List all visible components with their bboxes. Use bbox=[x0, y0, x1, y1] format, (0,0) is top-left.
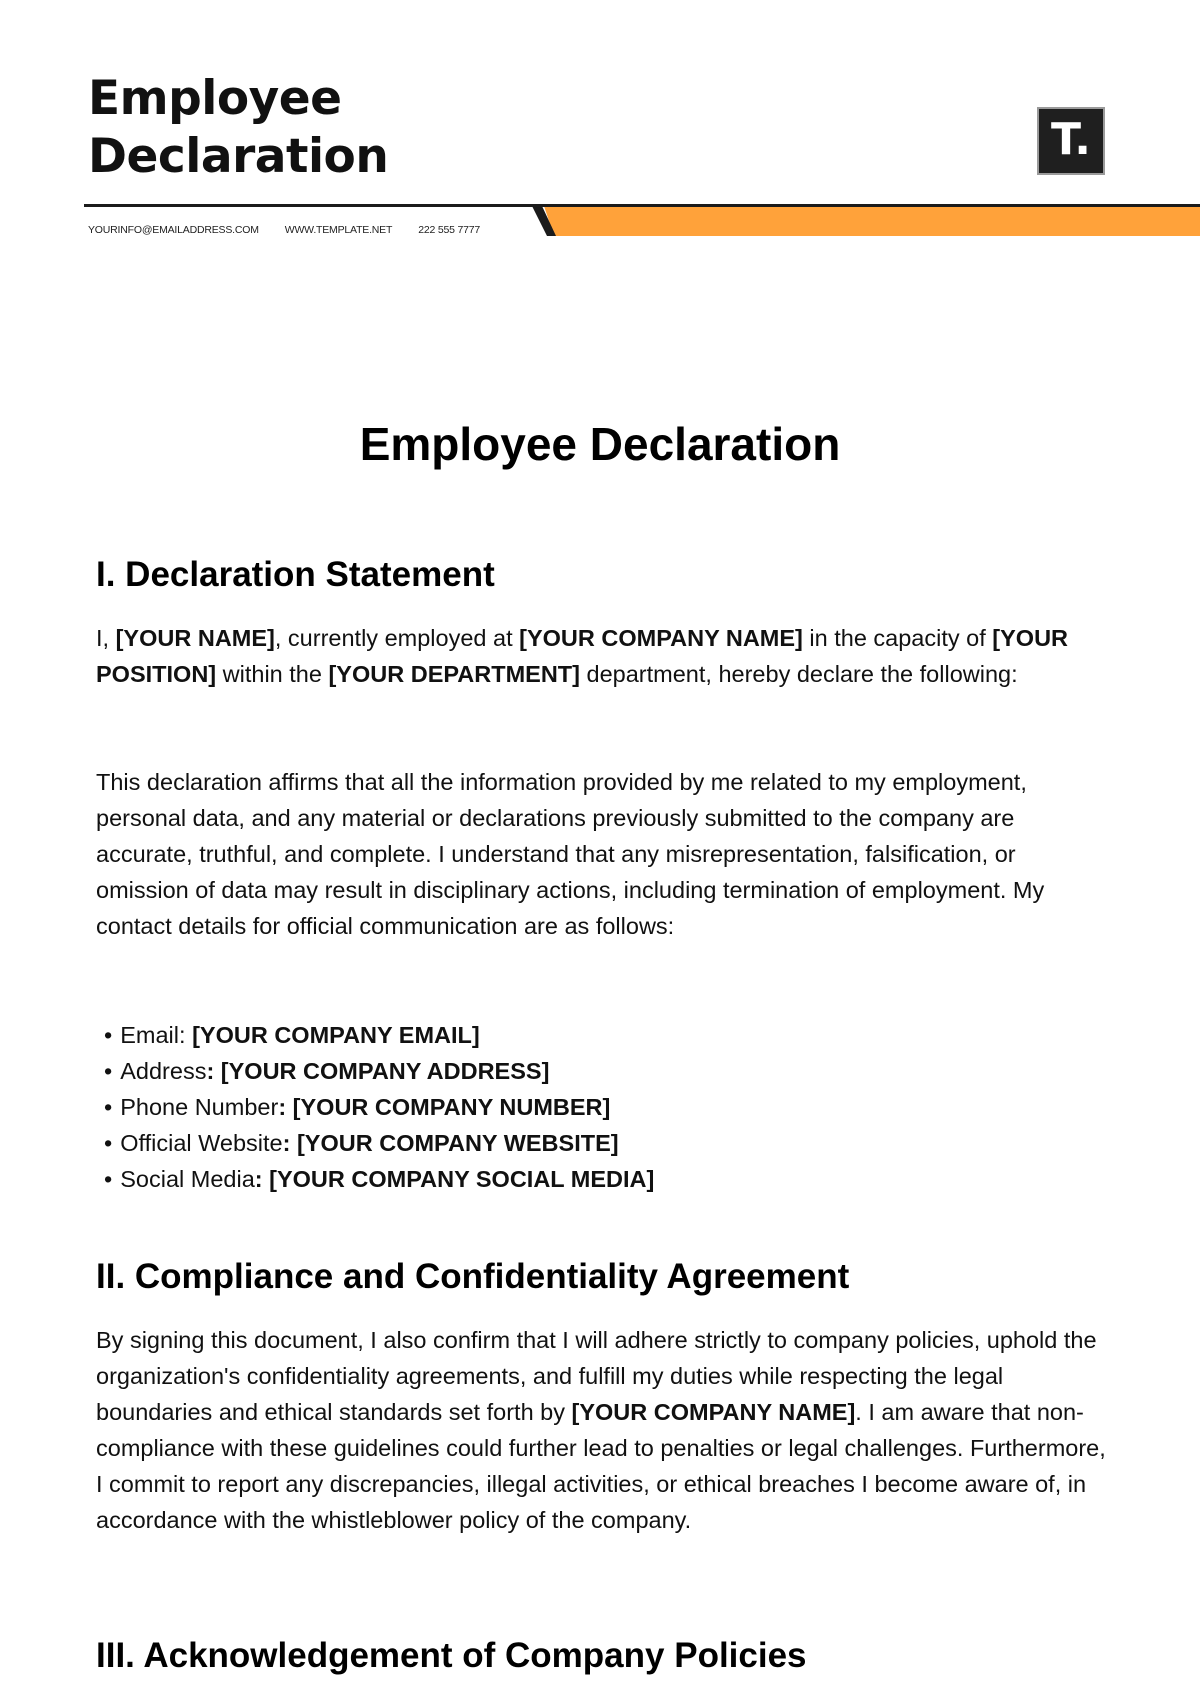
contact-value: : [YOUR COMPANY NUMBER] bbox=[278, 1094, 611, 1120]
section1-body: This declaration affirms that all the information provided by me related to my employment, personal data, and any material or declarations previously submitted to the company are accurate, truthful, and complete. I understand that any misrepresentation, falsification, or omission of data may result in disciplinary actions, including termination of employment. My contact details for official communication are as follows: bbox=[96, 769, 1045, 939]
header-website: WWW.TEMPLATE.NET bbox=[284, 224, 393, 236]
brand-title-line1: Employee bbox=[88, 71, 342, 126]
header-email: YOURINFO@EMAILADDRESS.COM bbox=[88, 224, 259, 236]
section3-heading: III. Acknowledgement of Company Policies bbox=[96, 1636, 807, 1675]
contact-label: Official Website bbox=[120, 1130, 283, 1156]
section1-heading: I. Declaration Statement bbox=[96, 555, 495, 594]
section2-text-1: By signing this document, I also confirm that I will adhere strictly to company policies, uphold the organization's confidentiality agreements, and fulfill my duties while respecting the legal boundaries and ethical standards set forth by bbox=[96, 1327, 1097, 1425]
template-logo bbox=[1037, 107, 1105, 175]
contact-label: Social Media bbox=[120, 1166, 255, 1192]
intro-text-1: I, bbox=[96, 625, 116, 651]
contact-item-social-media bbox=[104, 1161, 654, 1197]
contact-label: Phone Number bbox=[120, 1094, 279, 1120]
contact-value: [YOUR COMPANY EMAIL] bbox=[192, 1022, 480, 1048]
your-name-placeholder: [YOUR NAME] bbox=[115, 625, 275, 651]
position-placeholder: [YOUR POSITION] bbox=[96, 625, 1069, 687]
logo-letter: T. bbox=[1050, 114, 1092, 165]
accent-stripe bbox=[544, 206, 1200, 236]
company-name-placeholder: [YOUR COMPANY NAME] bbox=[519, 625, 803, 651]
contact-item-email bbox=[104, 1017, 654, 1053]
contact-label: Address bbox=[120, 1058, 207, 1084]
contact-value: : [YOUR COMPANY SOCIAL MEDIA] bbox=[254, 1166, 655, 1192]
section2-text-2: . I am aware that non-compliance with these guidelines could further lead to penalties or legal challenges. Furthermore, I commit to report any discrepancies, illegal activities, or ethical breaches I become aware of, in accordance with the whistleblower policy of the company. bbox=[96, 1399, 1106, 1533]
intro-text-5: department, hereby declare the following: bbox=[580, 661, 1018, 687]
contact-row bbox=[88, 223, 480, 237]
brand-title-line2: Declaration bbox=[88, 129, 389, 184]
contact-item-website bbox=[104, 1125, 654, 1161]
section2-body bbox=[96, 1322, 1106, 1538]
contact-value: : [YOUR COMPANY ADDRESS] bbox=[206, 1058, 550, 1084]
contact-item-phone bbox=[104, 1089, 654, 1125]
intro-text-3: in the capacity of bbox=[802, 625, 993, 651]
intro-text-4: within the bbox=[216, 661, 329, 687]
document-title: Employee Declaration bbox=[359, 418, 841, 470]
contact-item-address bbox=[104, 1053, 654, 1089]
section2-heading: II. Compliance and Confidentiality Agreement bbox=[96, 1257, 850, 1296]
contact-details-list bbox=[104, 1017, 654, 1197]
section1-intro bbox=[96, 620, 1106, 692]
brand-title bbox=[88, 70, 388, 186]
department-placeholder: [YOUR DEPARTMENT] bbox=[328, 661, 580, 687]
header-phone: 222 555 7777 bbox=[418, 224, 481, 236]
company-name-placeholder: [YOUR COMPANY NAME] bbox=[571, 1399, 856, 1425]
contact-label: Email: bbox=[120, 1022, 193, 1048]
contact-value: : [YOUR COMPANY WEBSITE] bbox=[282, 1130, 619, 1156]
intro-text-2: , currently employed at bbox=[274, 625, 520, 651]
